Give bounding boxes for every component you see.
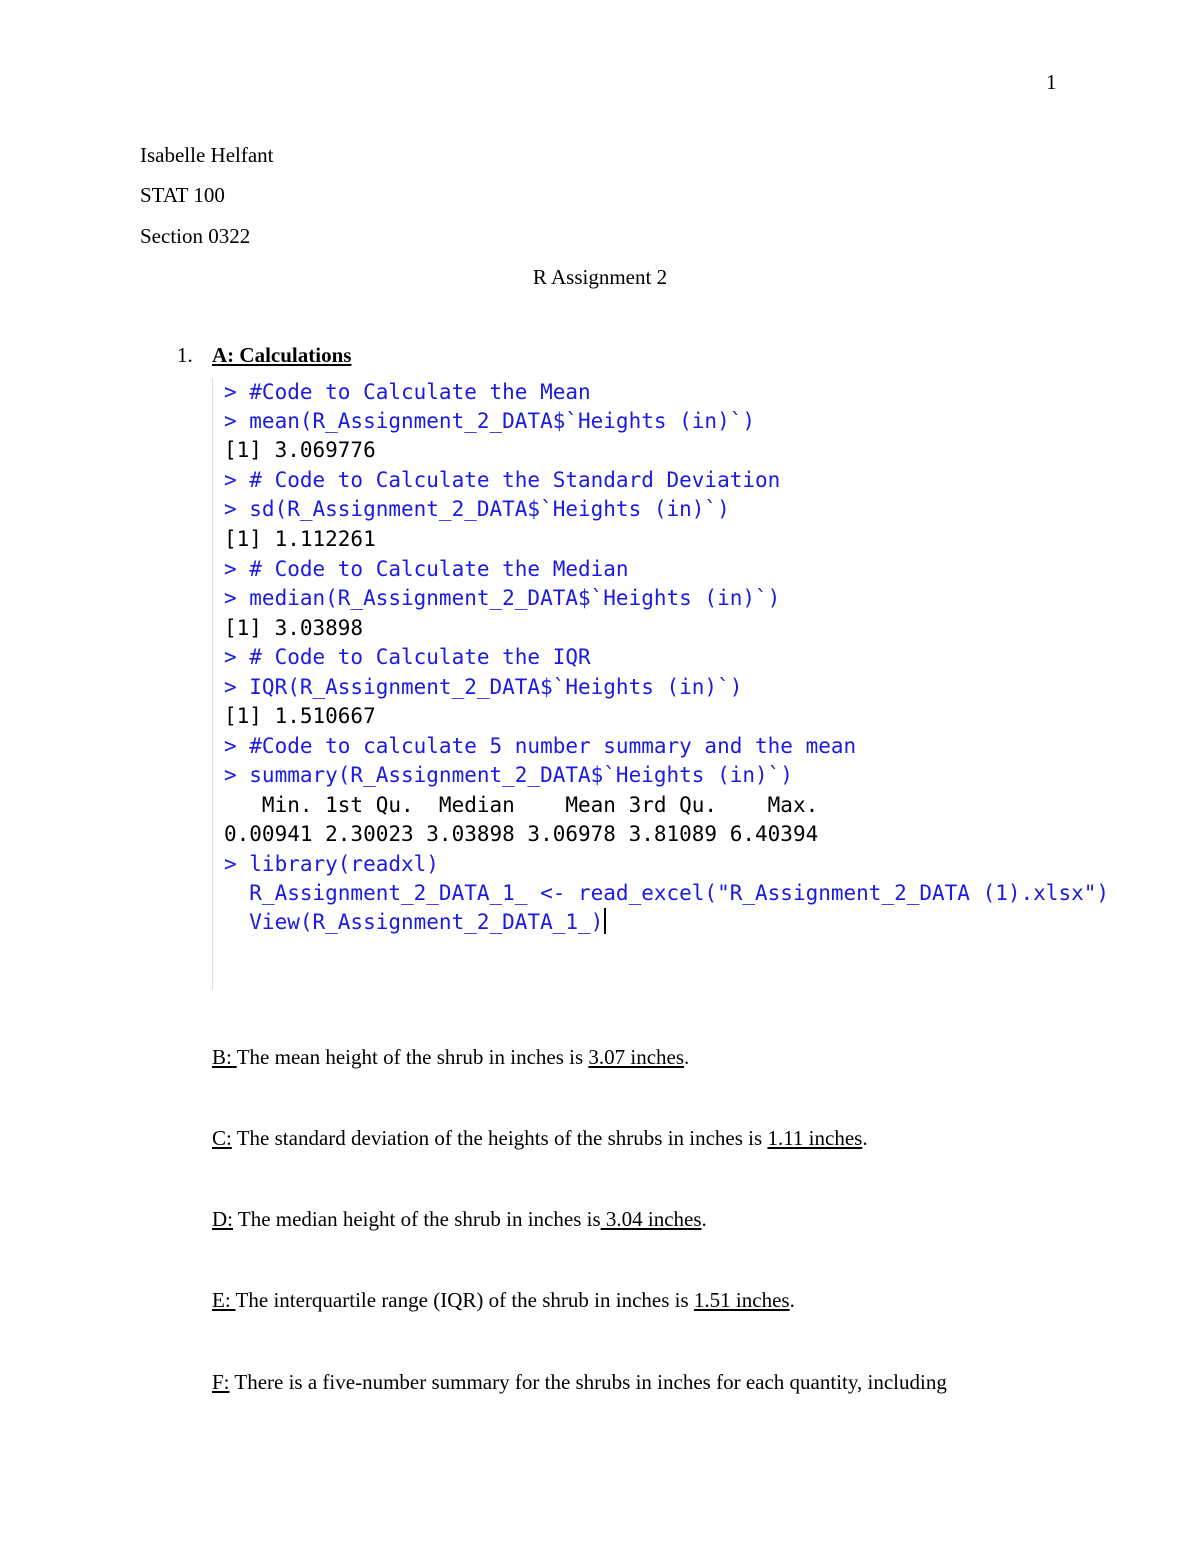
answer-b-value: 3.07 inches — [588, 1045, 685, 1069]
console-line: R_Assignment_2_DATA_1_ <- read_excel("R_Assignment_2_DATA (1).xlsx") — [224, 881, 1110, 905]
answer-c-value: 1.11 inches — [767, 1126, 863, 1150]
answer-b-label: B: — [212, 1045, 237, 1069]
console-line: > mean(R_Assignment_2_DATA$`Heights (in)`) — [224, 409, 756, 433]
answer-c-end: . — [862, 1126, 868, 1150]
console-line: > #Code to Calculate the Mean — [224, 380, 591, 404]
text-cursor — [604, 908, 606, 934]
course-name: STAT 100 — [140, 183, 225, 207]
console-line: > summary(R_Assignment_2_DATA$`Heights (in)`) — [224, 763, 793, 787]
answer-b-text: The mean height of the shrub in inches is — [236, 1045, 589, 1069]
console-line: > # Code to Calculate the Median — [224, 557, 629, 581]
answer-b-end: . — [684, 1045, 690, 1069]
console-line: [1] 1.510667 — [224, 704, 376, 728]
answer-e-label: E: — [212, 1288, 236, 1312]
console-line: Min. 1st Qu. Median Mean 3rd Qu. Max. — [224, 793, 831, 817]
answer-f — [212, 1370, 947, 1395]
answer-f-label: F: — [212, 1370, 230, 1394]
answer-c — [212, 1126, 868, 1151]
section-number: Section 0322 — [140, 224, 251, 248]
console-line-text: View(R_Assignment_2_DATA_1_) — [224, 910, 604, 934]
answer-e-text: The interquartile range (IQR) of the shrub in inches is — [235, 1288, 694, 1312]
console-line: 0.00941 2.30023 3.03898 3.06978 3.81089 6.40394 — [224, 822, 831, 846]
list-item-number: 1. — [177, 343, 193, 367]
answer-c-text: The standard deviation of the heights of the shrubs in inches is — [231, 1126, 768, 1150]
answer-b — [212, 1045, 689, 1070]
r-console-screenshot — [212, 378, 1113, 990]
console-line: > median(R_Assignment_2_DATA$`Heights (in)`) — [224, 586, 781, 610]
answer-e — [212, 1288, 795, 1313]
answer-e-value: 1.51 inches — [693, 1288, 790, 1312]
answer-d-text: The median height of the shrub in inches is — [233, 1207, 601, 1231]
console-line: > #Code to calculate 5 number summary and the mean — [224, 734, 857, 758]
console-line: > IQR(R_Assignment_2_DATA$`Heights (in)`) — [224, 675, 743, 699]
answer-d-value: 3.04 inches — [600, 1207, 702, 1231]
part-a-heading: A: Calculations — [212, 343, 352, 367]
console-line: [1] 3.03898 — [224, 616, 364, 640]
answer-c-label: C: — [212, 1126, 232, 1150]
answer-e-end: . — [789, 1288, 795, 1312]
console-line — [224, 908, 606, 936]
console-line: > # Code to Calculate the IQR — [224, 645, 591, 669]
answer-d-end: . — [701, 1207, 707, 1231]
console-line: > # Code to Calculate the Standard Deviation — [224, 468, 781, 492]
answer-f-text: There is a five-number summary for the shrubs in inches for each quantity, including — [229, 1370, 947, 1394]
document-title: R Assignment 2 — [532, 265, 668, 289]
console-line: [1] 1.112261 — [224, 527, 376, 551]
console-line: [1] 3.069776 — [224, 438, 376, 462]
answer-d — [212, 1207, 707, 1232]
console-line: > sd(R_Assignment_2_DATA$`Heights (in)`) — [224, 497, 730, 521]
page-number: 1 — [1046, 70, 1057, 94]
answer-d-label: D: — [212, 1207, 233, 1231]
author-name: Isabelle Helfant — [140, 143, 274, 167]
console-line: > library(readxl) — [224, 852, 439, 876]
